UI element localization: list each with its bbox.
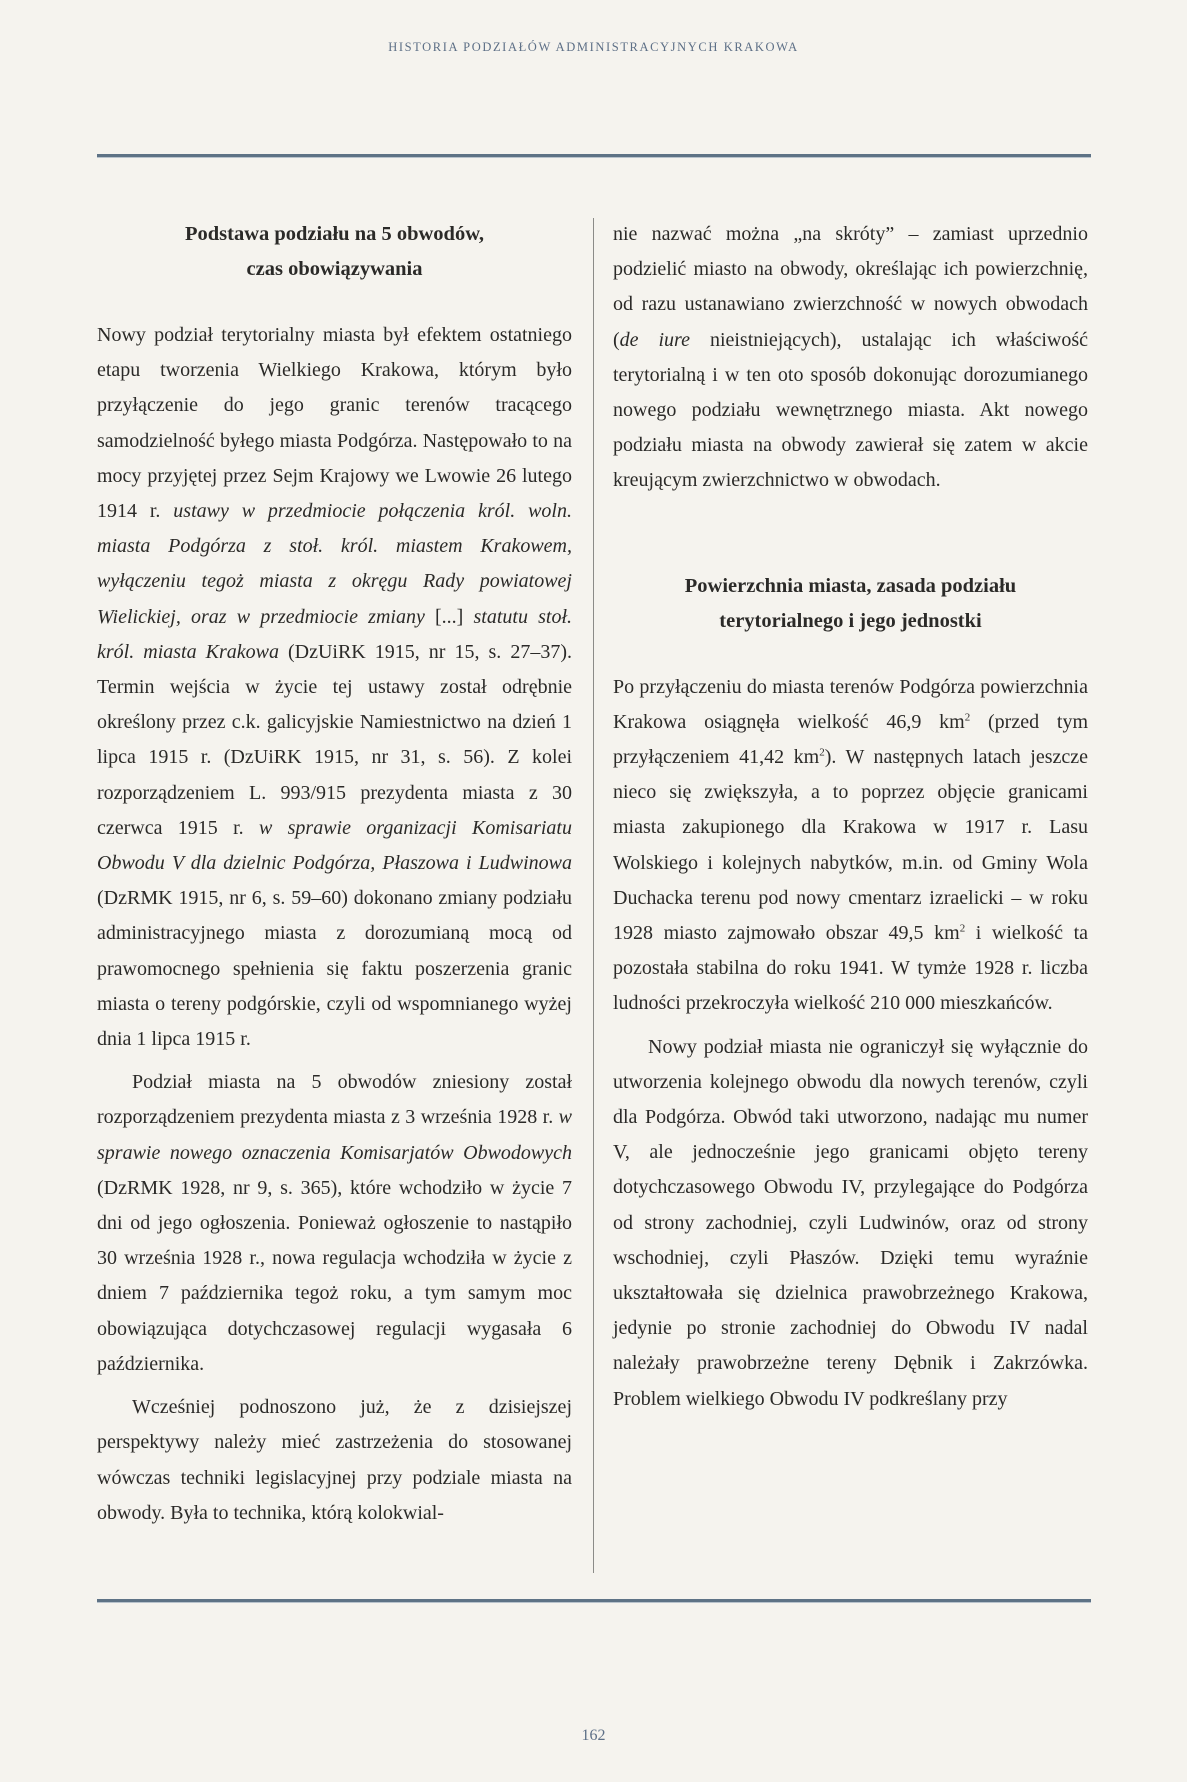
section-heading-right — [613, 569, 1088, 639]
text-run: ). W następnych latach jeszcze nieco się zwiększyła, a to poprzez objęcie granicami miasta zakupionego dla Krakowa w 1917 r. Lasu Wolskiego i kolejnych nabytków, m.in. od Gminy Wola Duchacka terenu pod nowy cmentarz izraelicki – w roku 1928 miasto zajmowało obszar 49,5 km — [613, 746, 1088, 945]
text-run: nieistniejących), ustalając ich właściwość terytorialną i w ten oto sposób dokonując dorozumianego nowego podziału wewnętrznego miasta. Akt nowego podziału miasta na obwody zawierał się zatem w akcie kreującym zwierzchnictwo w obwodach. — [613, 328, 1088, 492]
top-rule — [97, 154, 1091, 158]
paragraph: Wcześniej podnoszono już, że z dzisiejszej perspektywy należy mieć zastrzeżenia do stosowanej wówczas techniki legislacyjnej przy podziale miasta na obwody. Była to technika, którą kolokwial- — [97, 1396, 572, 1524]
text-run: [...] — [424, 605, 474, 628]
heading-line-2: czas obowiązywania — [246, 258, 423, 280]
italic-term: de iure — [619, 328, 690, 351]
text-run: Po przyłączeniu do miasta terenów Podgórza powierzchnia Krakowa osiągnęła wielkość 46,9 km — [613, 675, 1088, 733]
superscript: 2 — [959, 922, 966, 935]
text-run: Nowy podział terytorialny miasta był efektem ostatniego etapu tworzenia Wielkiego Krakowa, którym było przyłączenie do jego granic terenów tracącego samodzielność byłego miasta Podgórza. Następowało to na mocy przyjętej przez Sejm Krajowy we Lwowie 26 lutego 1914 r. — [97, 324, 572, 523]
paragraph — [613, 217, 1088, 499]
text-run: nie nazwać można „na skróty” – zamiast uprzednio podzielić miasto na obwody, określając ich powierzchnię, od razu ustanawiano zwierzchność w nowych obwodach ( — [613, 223, 1088, 351]
page-number: 162 — [581, 1727, 606, 1744]
superscript: 2 — [964, 711, 971, 724]
text-run: (przed tym przyłączeniem 41,42 km — [613, 710, 1088, 769]
text-run: (DzRMK 1915, nr 6, s. 59–60) dokonano zmiany podziału administracyjnego miasta z dorozumianą mocą od prawomocnego spełnienia się faktu poszerzenia granic miasta o tereny podgórskie, czyli od wspomnianego wyżej dnia 1 lipca 1915 r. — [97, 887, 572, 1051]
heading-line-2: terytorialnego i jego jednostki — [719, 609, 982, 632]
paragraph — [613, 670, 1088, 1022]
left-column — [97, 217, 572, 1531]
superscript: 2 — [819, 746, 825, 759]
right-column — [613, 217, 1088, 1417]
column-divider — [593, 218, 594, 1573]
text-run: Podział miasta na 5 obwodów zniesiony został rozporządzeniem prezydenta miasta z 3 września 1928 r. — [97, 1071, 572, 1129]
paragraph: Nowy podział miasta nie ograniczył się wyłącznie do utworzenia kolejnego obwodu dla nowych terenów, czyli dla Podgórza. Obwód taki utworzono, nadając mu numer V, ale jednocześnie jego granicami objęto tereny dotychczasowego Obwodu IV, przylegające do Podgórza od strony zachodniej, czyli Ludwinów, oraz od strony wschodniej, czyli Płaszów. Dzięki temu wyraźnie ukształtowała się dzielnica prawobrzeżnego Krakowa, jedynie po stronie zachodniej do Obwodu IV nadal należały prawobrzeżne tereny Dębnik i Zakrzówka. Problem wielkiego Obwodu IV podkreślany przy — [613, 1035, 1088, 1410]
section-heading-left — [97, 217, 572, 287]
paragraph — [97, 318, 572, 1057]
italic-title: ustawy w przedmiocie połączenia król. woln. miasta Podgórza z stoł. król. miastem Krakowem, wyłączeniu tegoż miasta z okręgu Rady powiatowej Wielickiej, oraz w przedmiocie zmiany — [97, 500, 572, 628]
heading-line-1: Powierzchnia miasta, zasada podziału — [684, 574, 1017, 597]
text-run: (DzRMK 1928, nr 9, s. 365), które wchodziło w życie 7 dni od jego ogłoszenia. Ponieważ ogłoszenie to nastąpiło 30 września 1928 r., nowa regulacja wchodziła w życie z dniem 7 października tegoż roku, a tym samym moc obowiązująca dotychczasowej regulacji wygasała 6 października. — [97, 1176, 572, 1375]
text-run: i wielkość ta pozostała stabilna do roku 1941. W tymże 1928 r. liczba ludności przekroczyła wielkość 210 000 mieszkańców. — [613, 922, 1089, 1015]
heading-line-1: Podstawa podziału na 5 obwodów, — [184, 223, 485, 245]
italic-title: statutu stoł. król. miasta Krakowa — [97, 605, 572, 663]
bottom-rule — [97, 1599, 1091, 1603]
italic-title: w sprawie nowego oznaczenia Komisarjatów Obwodowych — [97, 1106, 572, 1164]
italic-title: w sprawie organizacji Komisariatu Obwodu V dla dzielnic Podgórza, Płaszowa i Ludwinowa — [97, 816, 572, 875]
text-run: (DzUiRK 1915, nr 15, s. 27–37). Termin wejścia w życie tej ustawy został odrębnie określony przez c.k. galicyjskie Namiestnictwo na dzień 1 lipca 1915 r. (DzUiRK 1915, nr 31, s. 56). Z kolei rozporządzeniem L. 993/915 prezydenta miasta z 30 czerwca 1915 r. — [97, 640, 572, 839]
paragraph — [97, 1065, 572, 1382]
running-head: HISTORIA PODZIAŁÓW ADMINISTRACYJNYCH KRAKOWA — [388, 40, 799, 54]
